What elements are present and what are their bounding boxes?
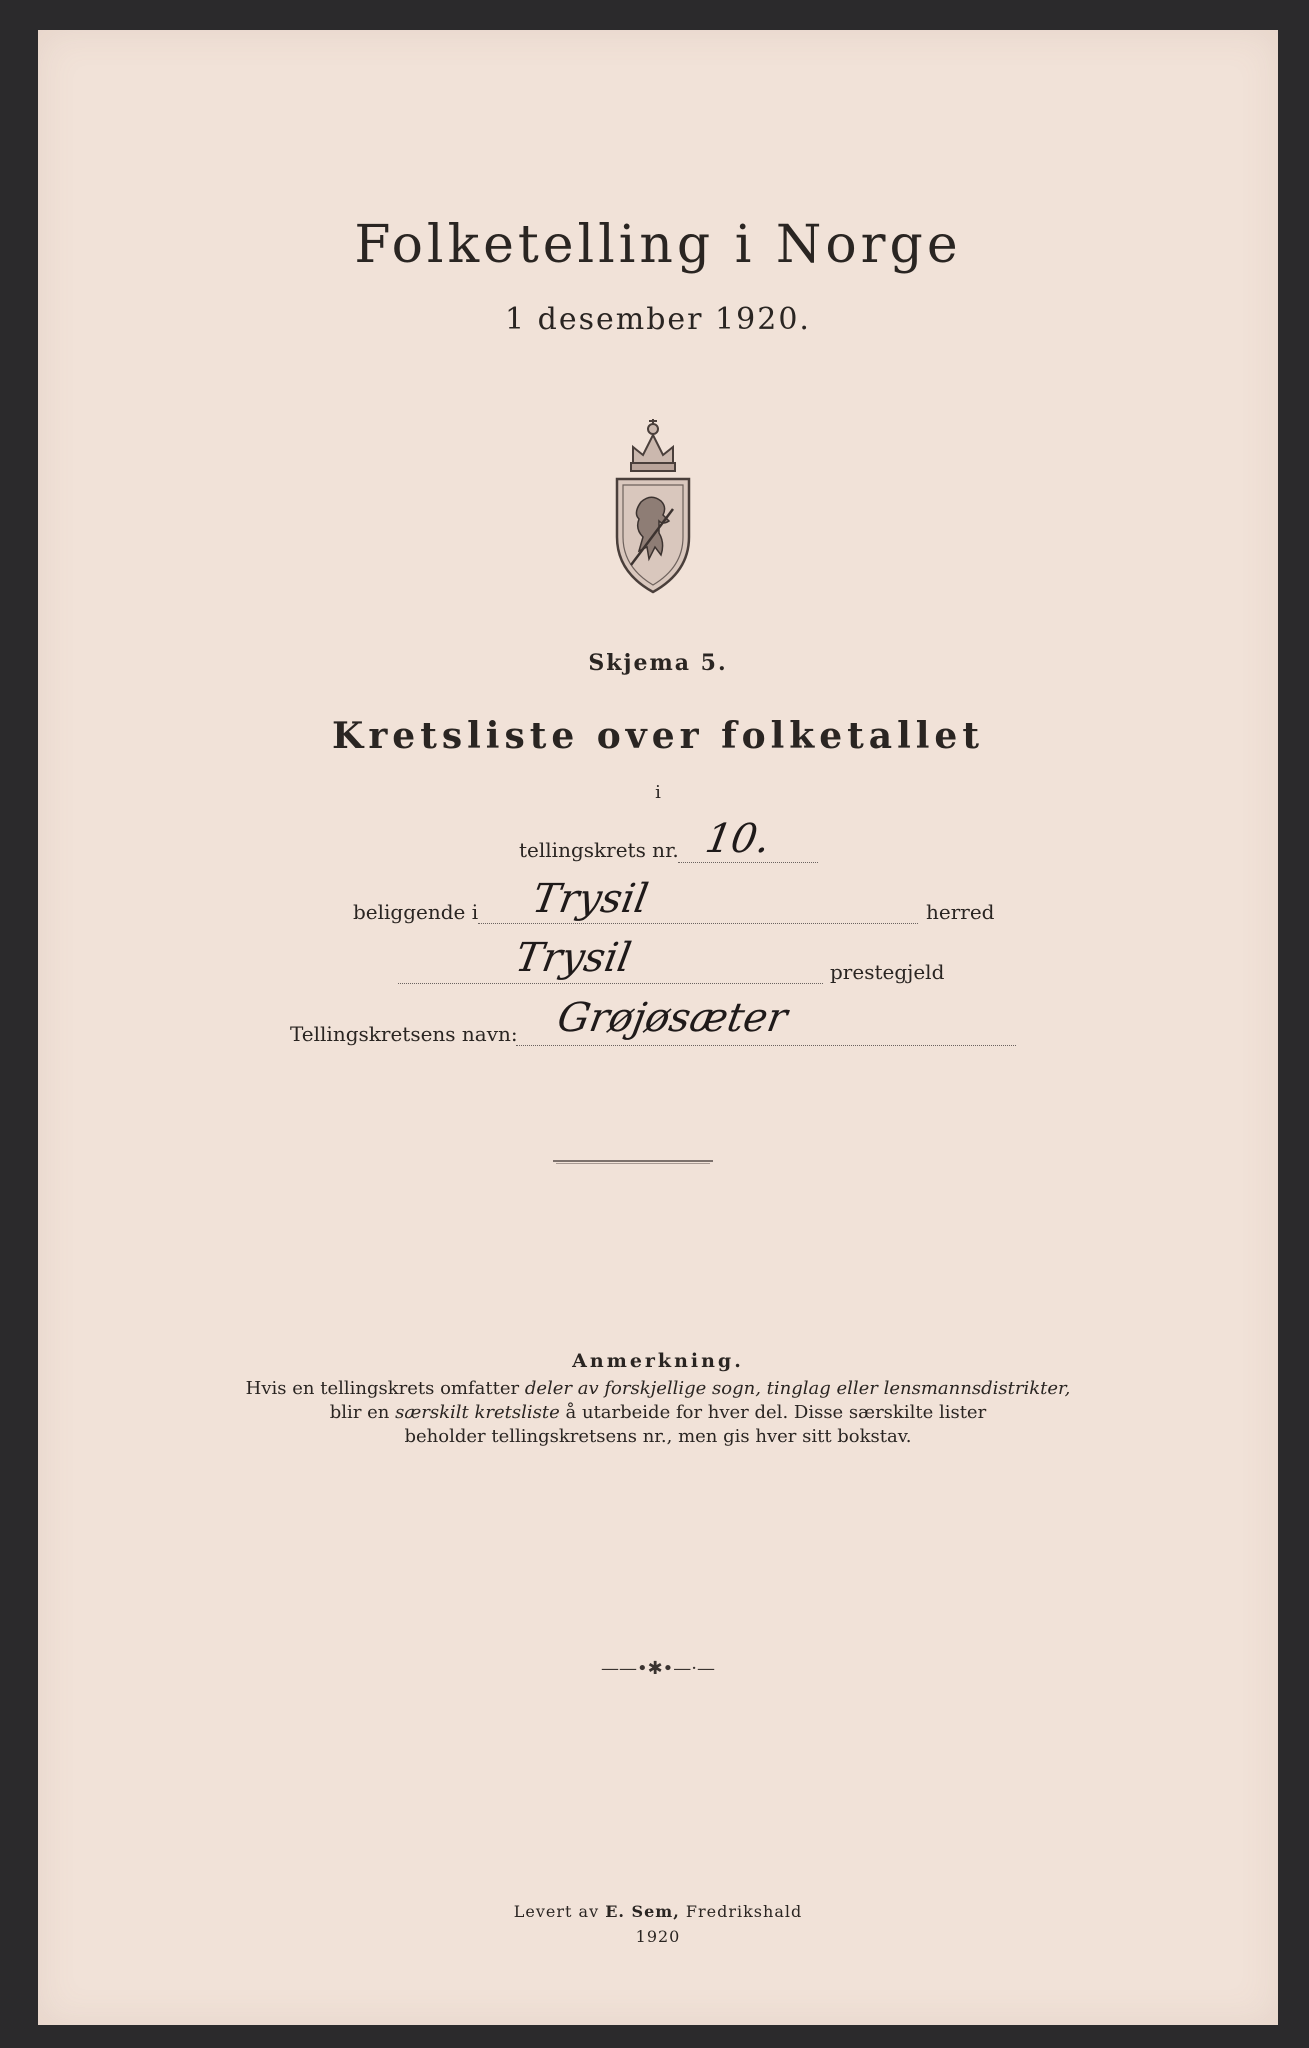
located-in-line — [478, 923, 918, 924]
imprint-place: Fredrikshald — [679, 1902, 803, 1921]
parish-line — [398, 983, 823, 984]
note-line-2 — [38, 1402, 1278, 1423]
section-divider — [553, 1160, 713, 1162]
parish-value: Trysil — [511, 935, 635, 981]
section-divider-shadow — [556, 1163, 710, 1164]
form-heading: Kretsliste over folketallet — [332, 715, 984, 757]
note-heading: Anmerkning. — [572, 1350, 744, 1372]
district-number-line — [678, 862, 818, 863]
schema-number: Skjema 5. — [588, 650, 728, 676]
district-name-label: Tellingskretsens navn: — [290, 1022, 518, 1046]
printer-imprint — [38, 1902, 1278, 1921]
district-number-label: tellingskrets nr. — [519, 838, 679, 862]
imprint-publisher: E. Sem, — [605, 1902, 680, 1921]
herred-label: herred — [926, 900, 995, 924]
connector-word: i — [655, 782, 661, 803]
prestegjeld-label: prestegjeld — [830, 960, 945, 984]
note-line-2-text-end: å utarbeide for hver del. Disse særskilte lister — [559, 1402, 987, 1423]
located-in-label: beliggende i — [353, 900, 479, 924]
document-date: 1 desember 1920. — [505, 302, 811, 337]
census-form-page — [38, 30, 1278, 2025]
norwegian-coat-of-arms-icon — [603, 397, 703, 597]
note-line-3: beholder tellingskretsens nr., men gis hver sitt bokstav. — [404, 1426, 912, 1447]
imprint-year: 1920 — [635, 1927, 681, 1946]
note-line-1-italic: deler av forskjellige sogn, tinglag eller lensmannsdistrikter, — [524, 1378, 1071, 1399]
note-line-1-text: Hvis en tellingskrets omfatter — [245, 1378, 525, 1399]
note-line-2-italic: særskilt kretsliste — [395, 1402, 560, 1423]
district-number-value: 10. — [701, 816, 774, 862]
document-title: Folketelling i Norge — [354, 215, 962, 275]
located-in-value: Trysil — [528, 876, 652, 922]
ornament-divider: ——•✱•—·— — [600, 1658, 716, 1679]
district-name-value: Grøjøsæter — [553, 995, 791, 1041]
imprint-pre: Levert av — [513, 1902, 606, 1921]
note-line-1 — [38, 1378, 1278, 1399]
district-name-line — [516, 1045, 1016, 1046]
note-line-2-text: blir en — [329, 1402, 396, 1423]
